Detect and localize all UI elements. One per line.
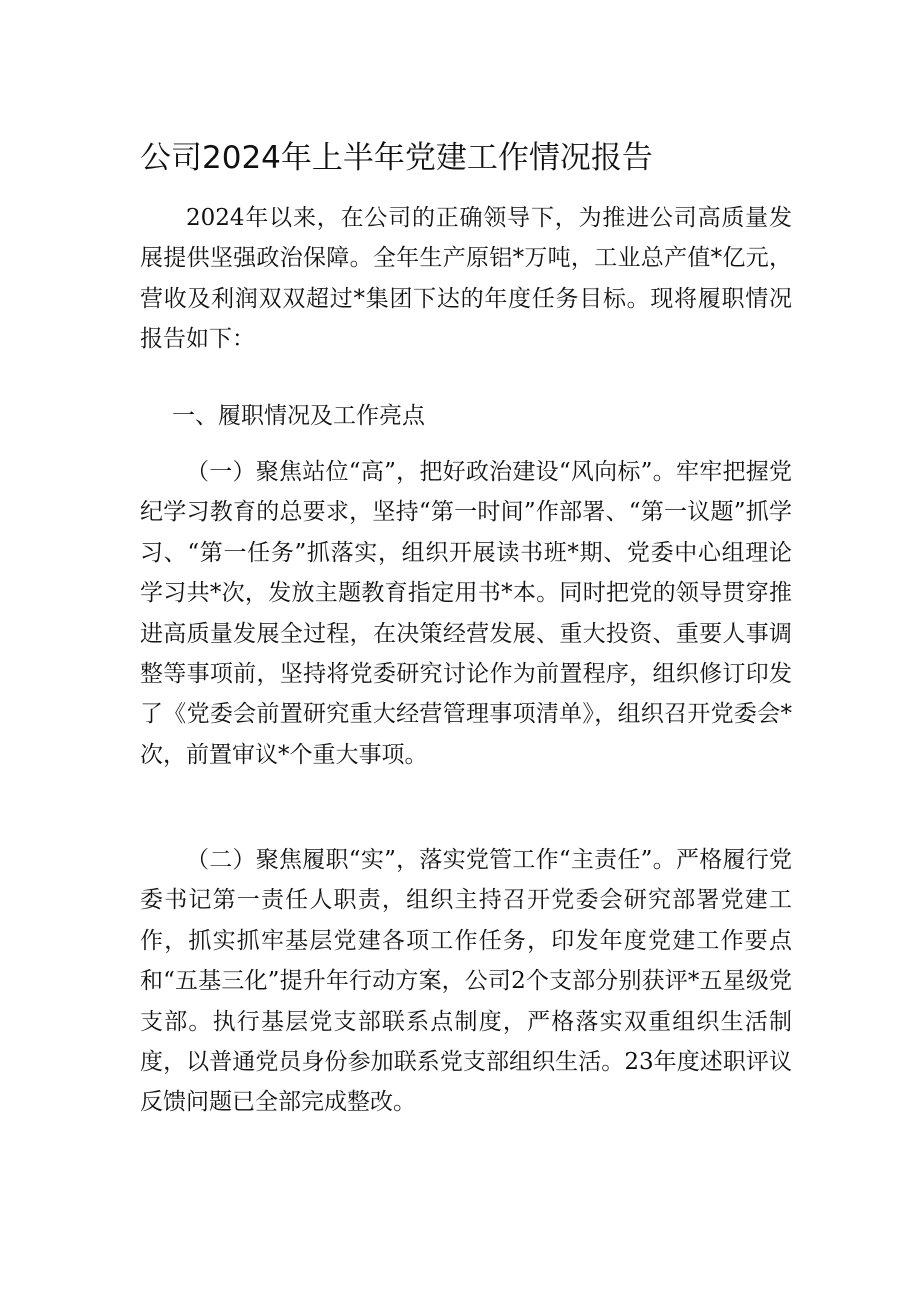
document-title: 公司2024年上半年党建工作情况报告 xyxy=(140,140,653,176)
paragraph-item-2: （二）聚焦履职“实”，落实党管工作“主责任”。严格履行党委书记第一责任人职责，组织主持召开党委会研究部署党建工作，抓实抓牢基层党建各项工作任务，印发年度党建工作要点和“五基三化”提升年行动方案，公司2个支部分别获评*五星级党支部。执行基层党支部联系点制度，严格落实双重组织生活制度，以普通党员身份参加联系党支部组织生活。23年度述职评议反馈问题已全部完成整改。 xyxy=(140,847,792,1116)
intro-paragraph: 2024年以来，在公司的正确领导下，为推进公司高质量发展提供坚强政治保障。全年生产原铝*万吨，工业总产值*亿元，营收及利润双双超过*集团下达的年度任务目标。现将履职情况报告如下： xyxy=(140,205,792,353)
section-heading-1: 一、履职情况及工作亮点 xyxy=(172,403,425,429)
paragraph-item-1: （一）聚焦站位“高”，把好政治建设“风向标”。牢牢把握党纪学习教育的总要求，坚持“第一时间”作部署、“第一议题”抓学习、“第一任务”抓落实，组织开展读书班*期、党委中心组理论学习共*次，发放主题教育指定用书*本。同时把党的领导贯穿推进高质量发展全过程，在决策经营发展、重大投资、重要人事调整等事项前，坚持将党委研究讨论作为前置程序，组织修订印发了《党委会前置研究重大经营管理事项清单》，组织召开党委会*次，前置审议*个重大事项。 xyxy=(140,459,792,768)
